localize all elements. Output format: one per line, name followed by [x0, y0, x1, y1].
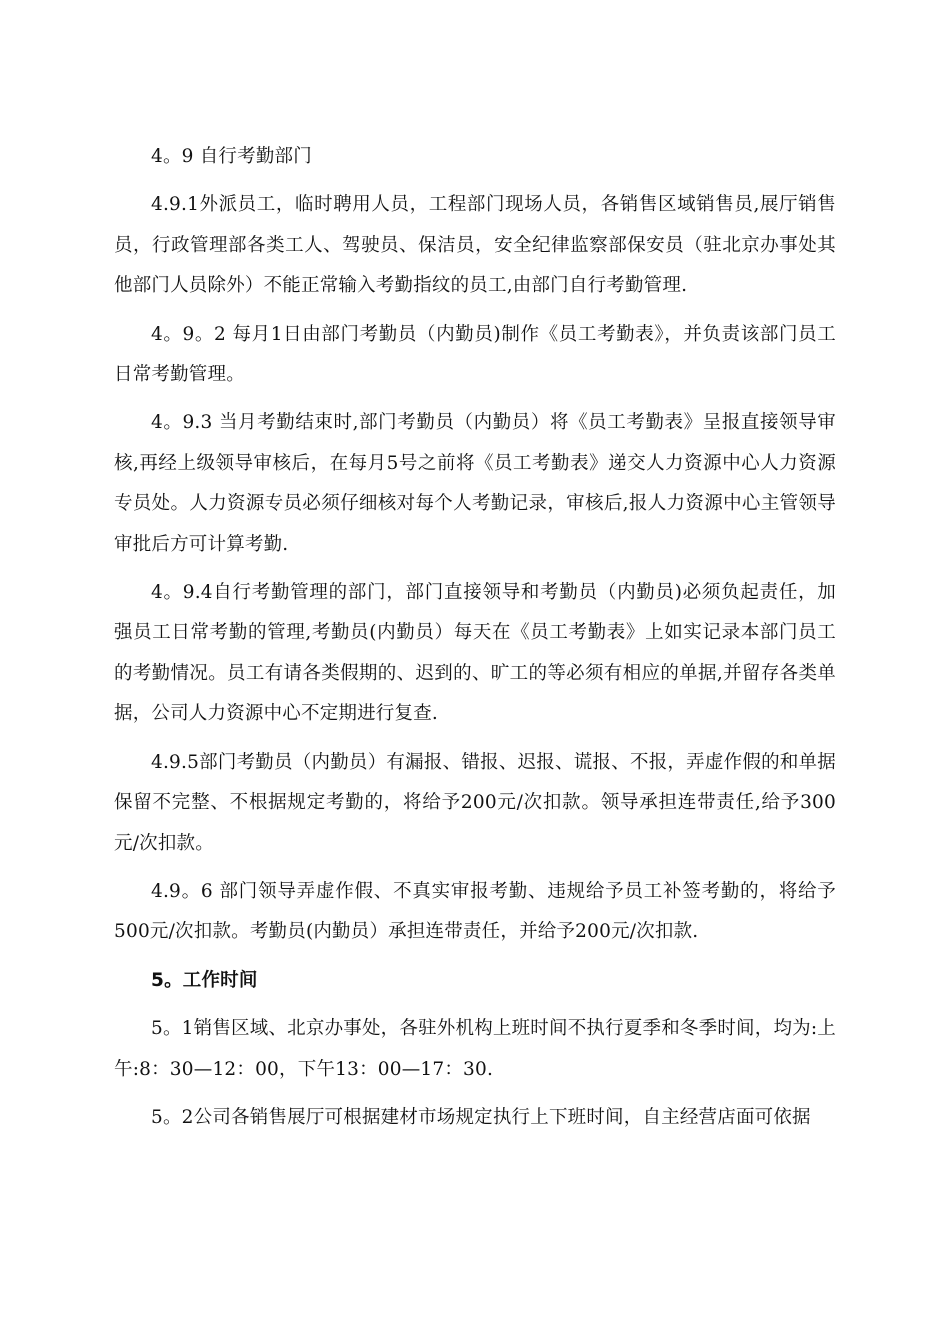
paragraph-4-9-4: 4。9.4自行考勤管理的部门，部门直接领导和考勤员（内勤员)必须负起责任，加强员工日常考勤的管理,考勤员(内勤员）每天在《员工考勤表》上如实记录本部门员工的考勤情况。员工有请各类假期的、迟到的、旷工的等必须有相应的单据,并留存各类单据，公司人力资源中心不定期进行复查.	[114, 582, 836, 725]
paragraph-4-9-3: 4。9.3 当月考勤结束时,部门考勤员（内勤员）将《员工考勤表》呈报直接领导审核,再经上级领导审核后，在每月5号之前将《员工考勤表》递交人力资源中心人力资源专员处。人力资源专员必须仔细核对每个人考勤记录，审核后,报人力资源中心主管领导审批后方可计算考勤.	[114, 412, 836, 555]
section-4-9-heading: 4。9 自行考勤部门	[151, 146, 312, 167]
document-body	[114, 137, 836, 1146]
paragraph-4-9-2: 4。9。2 每月1日由部门考勤员（内勤员)制作《员工考勤表》，并负责该部门员工日常考勤管理。	[114, 323, 836, 386]
section-5-heading: 5。工作时间	[151, 969, 258, 991]
paragraph-4-9-6: 4.9。6 部门领导弄虚作假、不真实审报考勤、违规给予员工补签考勤的，将给予500元/次扣款。考勤员(内勤员）承担连带责任，并给予200元/次扣款.	[114, 880, 836, 943]
paragraph-5-1: 5。1销售区域、北京办事处，各驻外机构上班时间不执行夏季和冬季时间，均为:上午:8：30—12：00，下午13：00—17：30.	[114, 1018, 836, 1080]
paragraph-4-9-5: 4.9.5部门考勤员（内勤员）有漏报、错报、迟报、谎报、不报，弄虚作假的和单据保留不完整、不根据规定考勤的，将给予200元/次扣款。领导承担连带责任,给予300元/次扣款。	[114, 751, 836, 854]
paragraph-5-2: 5。2公司各销售展厅可根据建材市场规定执行上下班时间，自主经营店面可依据	[151, 1106, 811, 1128]
paragraph-4-9-1: 4.9.1外派员工，临时聘用人员，工程部门现场人员，各销售区域销售员,展厅销售员，行政管理部各类工人、驾驶员、保洁员，安全纪律监察部保安员（驻北京办事处其他部门人员除外）不能正常输入考勤指纹的员工,由部门自行考勤管理.	[114, 194, 836, 297]
